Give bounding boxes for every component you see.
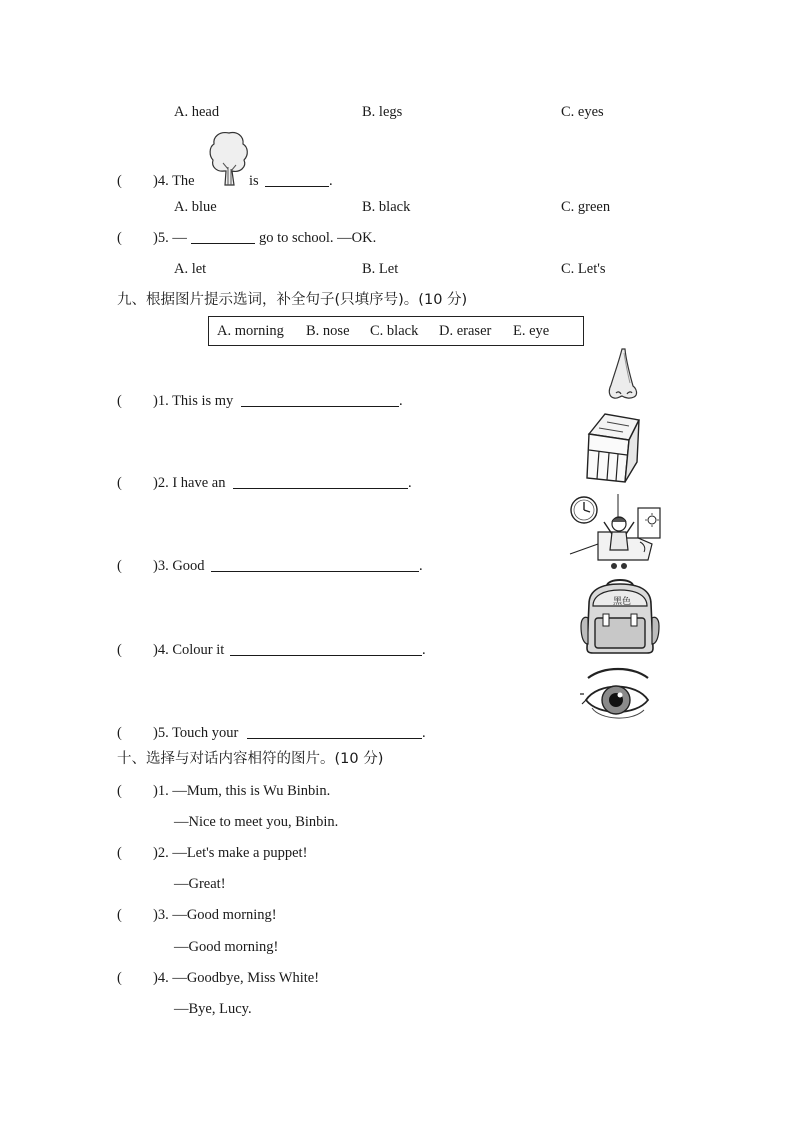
s10-q1-line1: )1. —Mum, this is Wu Binbin. bbox=[153, 783, 331, 799]
q4-stem: )4. The bbox=[153, 173, 195, 189]
bag-label: 黑色 bbox=[613, 597, 632, 607]
s9-q4-blank[interactable] bbox=[230, 641, 422, 656]
q5-stem: )5. — bbox=[153, 230, 187, 246]
s9-q3-end: . bbox=[419, 558, 423, 574]
s10-q2-paren: ( bbox=[117, 845, 122, 861]
nose-icon bbox=[606, 347, 640, 403]
s9-q1-paren: ( bbox=[117, 393, 122, 409]
q4-paren: ( bbox=[117, 173, 122, 189]
s10-q3-paren: ( bbox=[117, 907, 122, 923]
s9-q1-blank[interactable] bbox=[241, 392, 399, 407]
s9-q2-end: . bbox=[408, 475, 412, 491]
q3-option-c: C. eyes bbox=[561, 104, 604, 120]
school-bag-icon bbox=[579, 576, 661, 654]
s9-q4-end: . bbox=[422, 642, 426, 658]
s9-q5-paren: ( bbox=[117, 725, 122, 741]
tree-icon bbox=[207, 129, 251, 187]
s10-q4-line1: )4. —Goodbye, Miss White! bbox=[153, 970, 320, 986]
word-bank-box bbox=[208, 316, 584, 346]
q4-period: . bbox=[329, 173, 333, 189]
q4-answer-blank[interactable] bbox=[265, 172, 329, 187]
s9-q4-text: )4. Colour it bbox=[153, 642, 225, 658]
q4-option-c: C. green bbox=[561, 199, 611, 215]
s10-q3-line1: )3. —Good morning! bbox=[153, 907, 277, 923]
s10-q2-line1: )2. —Let's make a puppet! bbox=[153, 845, 308, 861]
q4-option-a: A. blue bbox=[174, 199, 217, 215]
s9-q5-end: . bbox=[422, 725, 426, 741]
eraser-icon bbox=[585, 410, 643, 486]
word-bank-e: E. eye bbox=[513, 323, 550, 339]
s10-q1-line2: —Nice to meet you, Binbin. bbox=[174, 814, 339, 830]
s10-q2-line2: —Great! bbox=[174, 876, 226, 892]
s9-q3-text: )3. Good bbox=[153, 558, 205, 574]
s9-q2-paren: ( bbox=[117, 475, 122, 491]
q5-option-a: A. let bbox=[174, 261, 207, 277]
s10-q4-paren: ( bbox=[117, 970, 122, 986]
s10-q3-line2: —Good morning! bbox=[174, 939, 279, 955]
s10-q1-paren: ( bbox=[117, 783, 122, 799]
q5-rest: go to school. —OK. bbox=[259, 230, 377, 246]
morning-scene-icon bbox=[568, 492, 664, 572]
q5-answer-blank[interactable] bbox=[191, 229, 255, 244]
q4-option-b: B. black bbox=[362, 199, 411, 215]
s9-q2-blank[interactable] bbox=[233, 474, 408, 489]
eye-icon bbox=[582, 664, 652, 730]
word-bank-a: A. morning bbox=[217, 323, 284, 339]
s9-q5-blank[interactable] bbox=[247, 724, 422, 739]
q3-option-b: B. legs bbox=[362, 104, 403, 120]
s9-q2-text: )2. I have an bbox=[153, 475, 226, 491]
word-bank-c: C. black bbox=[370, 323, 419, 339]
q5-option-b: B. Let bbox=[362, 261, 399, 277]
s9-q1-end: . bbox=[399, 393, 403, 409]
q4-is: is bbox=[249, 173, 259, 189]
section9-title: 九、根据图片提示选词，补全句子(只填序号)。(10 分) bbox=[117, 292, 468, 308]
q5-paren: ( bbox=[117, 230, 122, 246]
s9-q3-paren: ( bbox=[117, 558, 122, 574]
s9-q1-text: )1. This is my bbox=[153, 393, 234, 409]
word-bank-d: D. eraser bbox=[439, 323, 492, 339]
s9-q3-blank[interactable] bbox=[211, 557, 419, 572]
s10-q4-line2: —Bye, Lucy. bbox=[174, 1001, 252, 1017]
s9-q5-text: )5. Touch your bbox=[153, 725, 239, 741]
s9-q4-paren: ( bbox=[117, 642, 122, 658]
section10-title: 十、选择与对话内容相符的图片。(10 分) bbox=[117, 751, 384, 767]
q5-option-c: C. Let's bbox=[561, 261, 606, 277]
q3-option-a: A. head bbox=[174, 104, 220, 120]
word-bank-b: B. nose bbox=[306, 323, 350, 339]
